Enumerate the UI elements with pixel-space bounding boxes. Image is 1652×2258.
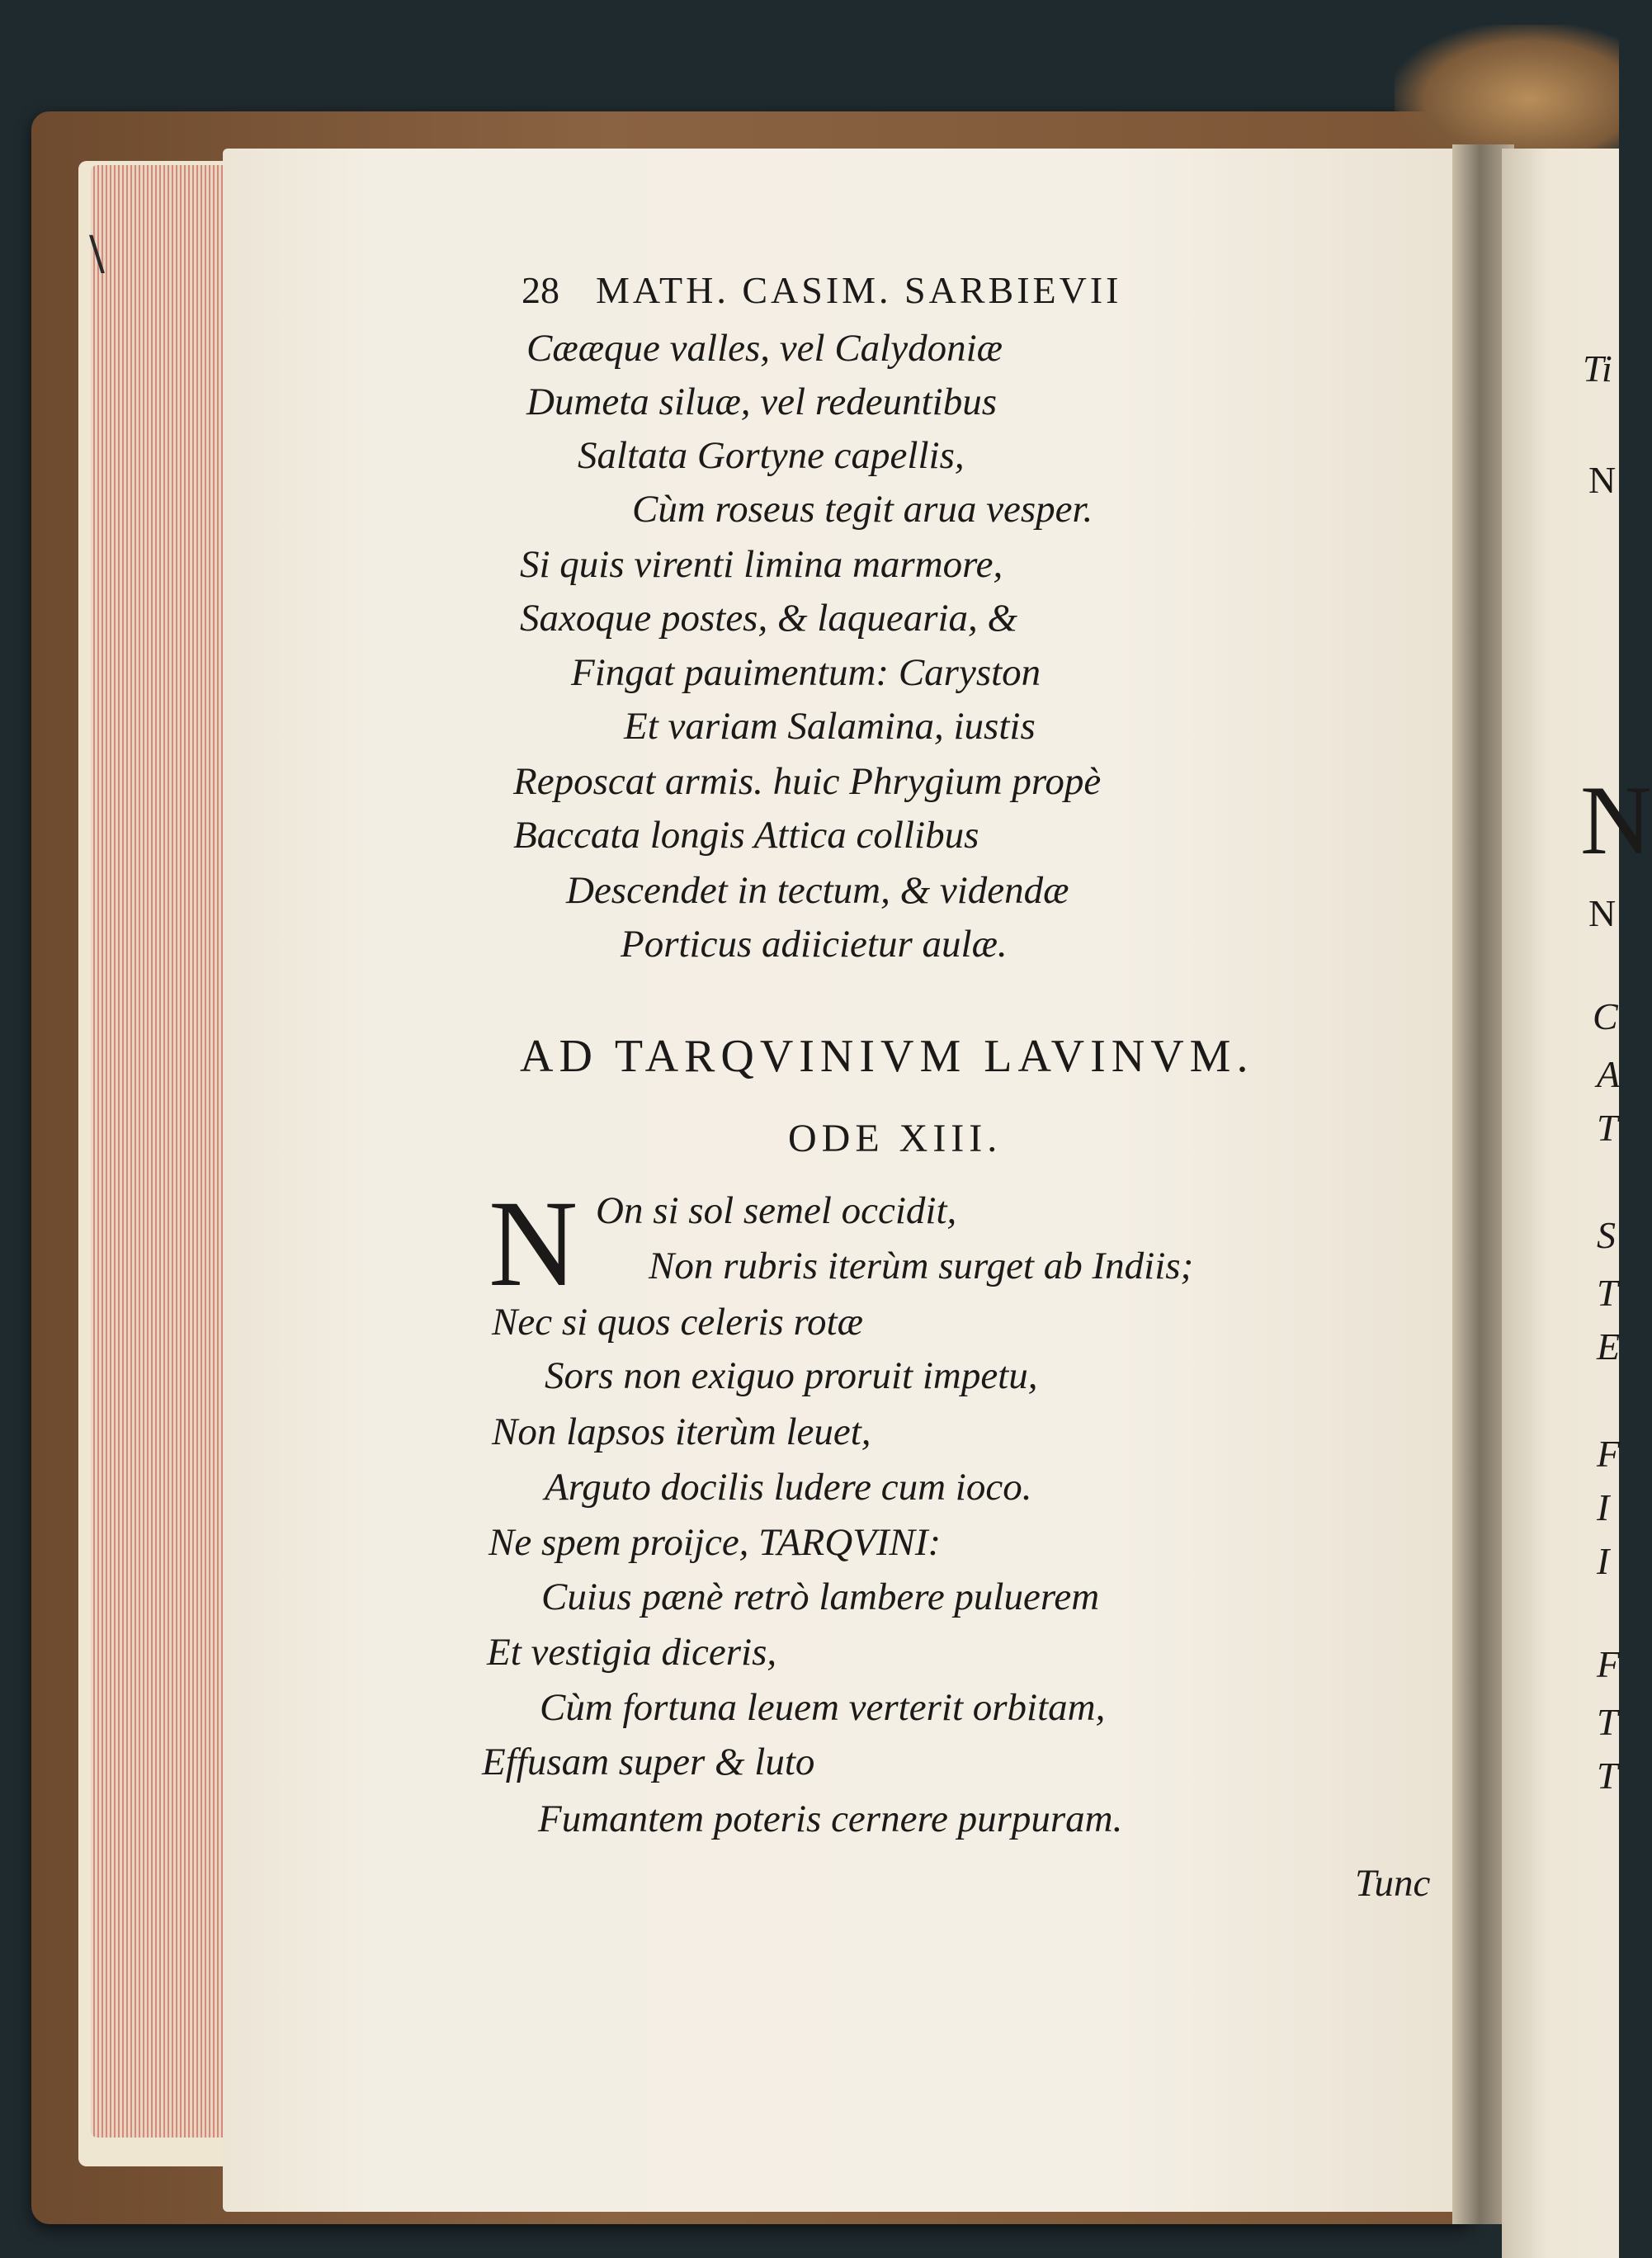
ode-title: AD TARQVINIVM LAVINVM.: [520, 1031, 1254, 1082]
edge-pencil-mark: \: [89, 227, 105, 281]
verse-line: Baccata longis Attica collibus: [513, 814, 979, 857]
ode-number: ODE XIII.: [788, 1117, 1003, 1160]
verse-line: Dumeta siluæ, vel redeuntibus: [526, 380, 998, 423]
verse-line: Saxoque postes, & laquearia, &: [520, 597, 1018, 640]
verse-line: Cùm fortuna leuem verterit orbitam,: [540, 1686, 1106, 1729]
right-page-fragment: Ti: [1583, 347, 1612, 390]
page-stack-edge: [91, 165, 231, 2138]
right-page-fragment: T: [1597, 1701, 1618, 1743]
verse-line: Sors non exiguo proruit impetu,: [545, 1354, 1038, 1397]
right-page-fragment: T: [1597, 1272, 1618, 1314]
verse-line: Cùm roseus tegit arua vesper.: [632, 488, 1093, 531]
verse-line: Saltata Gortyne capellis,: [578, 434, 965, 477]
right-page-fragment: I: [1597, 1540, 1610, 1582]
verse-line: Fumantem poteris cernere purpuram.: [538, 1797, 1123, 1840]
verse-line: Non lapsos iterùm leuet,: [492, 1410, 871, 1453]
right-page-fragment: E: [1597, 1325, 1621, 1368]
verse-line: Si quis virenti limina marmore,: [520, 543, 1003, 586]
verse-line: Fingat pauimentum: Caryston: [571, 651, 1041, 694]
right-page-fragment: N: [1588, 459, 1617, 501]
verse-line: Porticus adiicietur aulæ.: [621, 923, 1008, 966]
verse-line: Non rubris iterùm surget ab Indiis;: [649, 1245, 1194, 1287]
running-header: [522, 268, 1121, 312]
right-page-fragment: F: [1597, 1643, 1621, 1685]
verse-line: Effusam super & luto: [482, 1741, 815, 1783]
right-page-fragment: C: [1593, 995, 1618, 1037]
page-number: 28: [522, 269, 559, 311]
verse-line: Descendet in tectum, & videndæ: [566, 869, 1069, 912]
verse-line: Et variam Salamina, iustis: [624, 705, 1036, 748]
right-page-fragment: S: [1597, 1214, 1616, 1256]
verse-line: Et vestigia diceris,: [487, 1631, 777, 1674]
right-page-fragment: T: [1597, 1107, 1618, 1149]
catchword: Tunc: [1355, 1862, 1431, 1905]
verse-line: On si sol semel occidit,: [596, 1189, 957, 1232]
right-page-fragment: A: [1597, 1053, 1621, 1095]
drop-cap: N: [489, 1175, 578, 1312]
right-page-fragment: F: [1597, 1433, 1621, 1475]
verse-line: Arguto docilis ludere cum ioco.: [545, 1466, 1032, 1509]
right-page-fragment: T: [1597, 1755, 1618, 1797]
worn-cover-corner: [1395, 25, 1619, 149]
running-title: MATH. CASIM. SARBIEVII: [596, 269, 1122, 311]
verse-line: Cææque valles, vel Calydoniæ: [526, 327, 1003, 370]
verse-line: Ne spem proijce, TARQVINI:: [489, 1521, 942, 1564]
right-page-fragment: N: [1588, 892, 1617, 934]
right-page-fragment: I: [1597, 1486, 1610, 1528]
verse-line: Cuius pænè retrò lambere puluerem: [541, 1575, 1100, 1618]
verse-line: Reposcat armis. huic Phrygium propè: [513, 760, 1102, 803]
right-page-fragment: N: [1580, 765, 1652, 875]
verse-line: Nec si quos celeris rotæ: [492, 1301, 863, 1344]
